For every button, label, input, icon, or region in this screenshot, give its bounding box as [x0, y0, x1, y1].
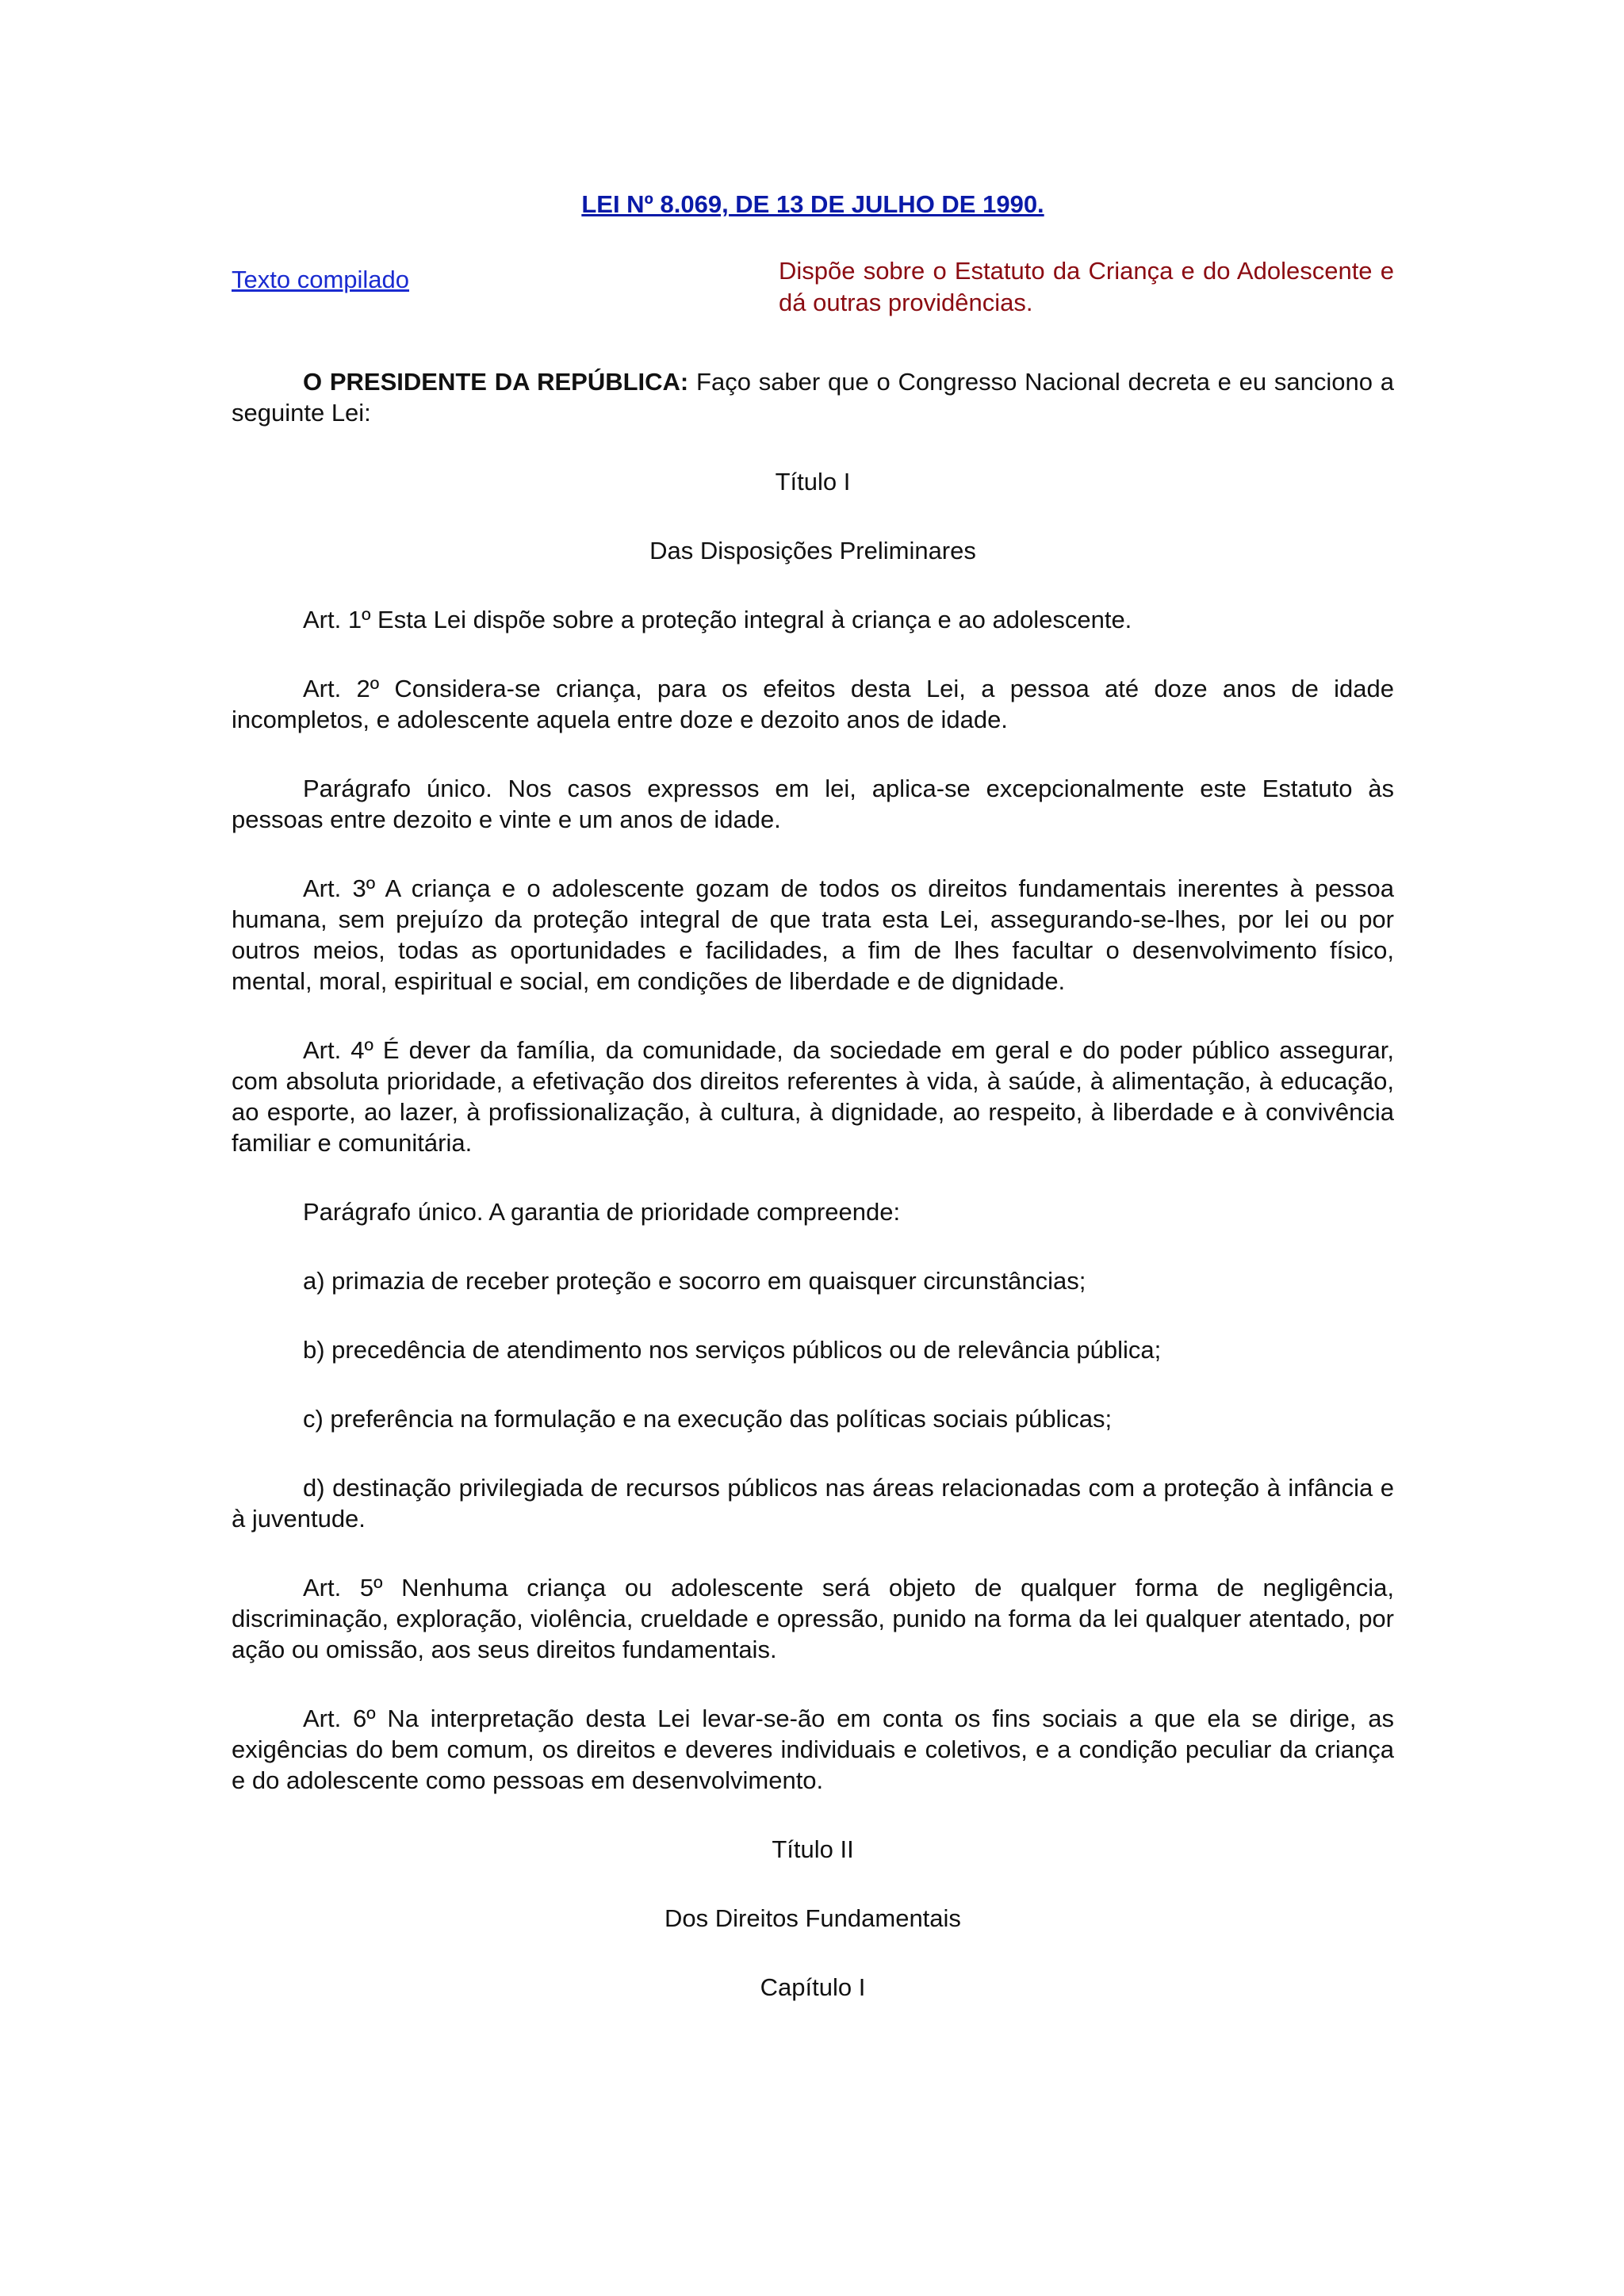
preamble: [232, 366, 1394, 428]
compiled-text-cell: [232, 255, 628, 331]
article-3: Art. 3º A criança e o adolescente gozam de todos os direitos fundamentais inerentes à pessoa humana, sem prejuízo da proteção integral de que trata esta Lei, assegurando-se-lhes, por lei ou por outros meios, todas as oportunidades e facilidades, a fim de lhes facultar o desenvolvimento físico, mental, moral, espiritual e social, em condições de liberdade e de dignidade.: [232, 874, 1394, 995]
compiled-text-link[interactable]: Texto compilado: [232, 266, 410, 293]
preamble-text: Faço saber que o Congresso Nacional decreta e eu sanciono a seguinte Lei:: [232, 368, 1394, 427]
article-1: Art. 1º Esta Lei dispõe sobre a proteção integral à criança e ao adolescente.: [303, 606, 1132, 633]
law-title-link[interactable]: LEI Nº 8.069, DE 13 DE JULHO DE 1990.: [581, 190, 1044, 218]
law-title: [232, 187, 1394, 222]
title-1-name: Das Disposições Preliminares: [649, 537, 976, 564]
article-4-item-b: b) precedência de atendimento nos serviços públicos ou de relevância pública;: [303, 1336, 1162, 1364]
article-4-item-a: a) primazia de receber proteção e socorro em quaisquer circunstâncias;: [303, 1267, 1086, 1295]
article-4-item-c: c) preferência na formulação e na execução das políticas sociais públicas;: [303, 1405, 1113, 1433]
article-6: Art. 6º Na interpretação desta Lei levar-se-ão em conta os fins sociais a que ela se dirige, as exigências do bem comum, os direitos e deveres individuais e coletivos, e a condição peculiar da criança e do adolescente como pessoas em desenvolvimento.: [232, 1705, 1394, 1794]
article-4: Art. 4º É dever da família, da comunidade, da sociedade em geral e do poder público assegurar, com absoluta prioridade, a efetivação dos direitos referentes à vida, à saúde, à alimentação, à educação, ao esporte, ao lazer, à profissionalização, à cultura, à dignidade, ao respeito, à liberdade e à convivência familiar e comunitária.: [232, 1036, 1394, 1157]
article-2-paragraph: Parágrafo único. Nos casos expressos em lei, aplica-se excepcionalmente este Estatuto às pessoas entre dezoito e vinte e um anos de idade.: [232, 775, 1394, 833]
title-1-label: Título I: [775, 468, 851, 496]
header-row: [232, 255, 1394, 331]
law-summary: Dispõe sobre o Estatuto da Criança e do Adolescente e dá outras providências.: [779, 257, 1394, 316]
preamble-lead: O PRESIDENTE DA REPÚBLICA:: [303, 368, 689, 396]
title-2-label: Título II: [772, 1835, 854, 1863]
article-4-paragraph: Parágrafo único. A garantia de prioridade compreende:: [303, 1198, 901, 1226]
chapter-1-label: Capítulo I: [760, 1973, 866, 2001]
law-body: [232, 366, 1394, 2003]
article-5: Art. 5º Nenhuma criança ou adolescente será objeto de qualquer forma de negligência, discriminação, exploração, violência, crueldade e opressão, punido na forma da lei qualquer atentado, por ação ou omissão, aos seus direitos fundamentais.: [232, 1574, 1394, 1663]
title-2-name: Dos Direitos Fundamentais: [665, 1904, 961, 1932]
article-2: Art. 2º Considera-se criança, para os efeitos desta Lei, a pessoa até doze anos de idade incompletos, e adolescente aquela entre doze e dezoito anos de idade.: [232, 675, 1394, 733]
article-4-item-d: d) destinação privilegiada de recursos públicos nas áreas relacionadas com a proteção à infância e à juventude.: [232, 1474, 1394, 1533]
